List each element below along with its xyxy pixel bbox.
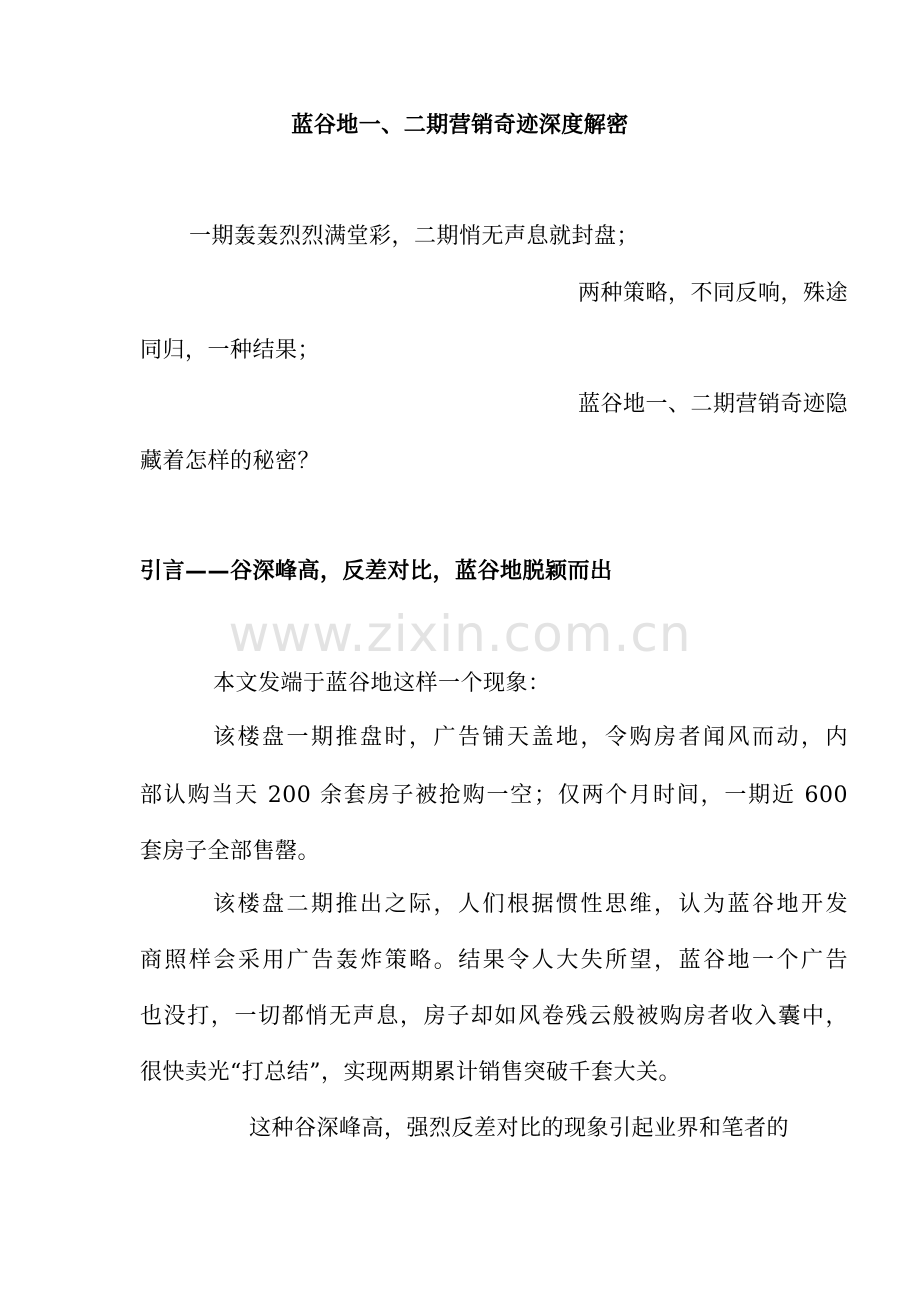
site-watermark: www.zixin.com.cn xyxy=(228,605,692,663)
body-paragraph-2-line-3: 套房子全部售罄。 xyxy=(140,839,321,864)
body-paragraph-2-line-1: 该楼盘一期推盘时，广告铺天盖地，令购房者闻风而动，内 xyxy=(213,725,848,750)
body-paragraph-2-line-2: 部认购当天 200 余套房子被抢购一空；仅两个月时间，一期近 600 xyxy=(140,783,848,808)
document-title: 蓝谷地一、二期营销奇迹深度解密 xyxy=(291,113,629,138)
body-paragraph-3-line-2: 商照样会采用广告轰炸策略。结果令人大失所望，蓝谷地一个广告 xyxy=(140,948,848,973)
intro-line-1: 一期轰轰烈烈满堂彩，二期悄无声息就封盘； xyxy=(189,224,640,249)
body-paragraph-3-line-3: 也没打，一切都悄无声息，房子却如风卷残云般被购房者收入囊中， xyxy=(140,1004,848,1029)
body-paragraph-3-line-1: 该楼盘二期推出之际，人们根据惯性思维，认为蓝谷地开发 xyxy=(213,892,848,917)
intro-line-2b: 同归，一种结果； xyxy=(140,338,321,363)
intro-line-2a: 两种策略，不同反响，殊途 xyxy=(577,281,848,306)
body-paragraph-1: 本文发端于蓝谷地这样一个现象： xyxy=(213,671,551,696)
intro-line-3a: 蓝谷地一、二期营销奇迹隐 xyxy=(577,392,848,417)
body-paragraph-4-line-1: 这种谷深峰高，强烈反差对比的现象引起业界和笔者的 xyxy=(249,1116,790,1141)
section-heading: 引言——谷深峰高，反差对比，蓝谷地脱颖而出 xyxy=(140,559,613,584)
intro-line-3b: 藏着怎样的秘密？ xyxy=(140,449,321,474)
body-paragraph-3-line-4: 很快卖光“打总结”，实现两期累计销售突破千套大关。 xyxy=(140,1060,681,1085)
